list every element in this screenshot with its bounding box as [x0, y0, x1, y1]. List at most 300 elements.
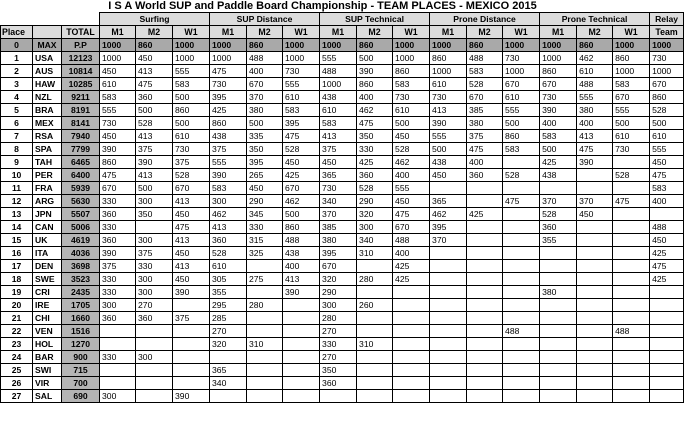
row-total: 12123: [62, 52, 100, 65]
score-cell: [430, 260, 467, 273]
score-cell: 730: [100, 117, 136, 130]
score-cell: 350: [247, 143, 283, 156]
score-cell: [357, 260, 393, 273]
score-cell: [650, 364, 684, 377]
score-cell: 390: [136, 156, 173, 169]
score-cell: 500: [503, 117, 540, 130]
row-total: 4619: [62, 234, 100, 247]
score-cell: [650, 208, 684, 221]
table-row: [1, 52, 684, 65]
score-cell: 400: [357, 91, 393, 104]
row-place: 11: [1, 182, 33, 195]
score-cell: 290: [247, 195, 283, 208]
score-cell: [100, 338, 136, 351]
score-cell: 390: [430, 117, 467, 130]
score-cell: 488: [393, 234, 430, 247]
score-cell: 360: [210, 234, 247, 247]
score-cell: 380: [540, 286, 577, 299]
score-cell: [577, 273, 613, 286]
score-cell: [577, 260, 613, 273]
score-cell: 438: [210, 130, 247, 143]
score-cell: 610: [577, 65, 613, 78]
score-cell: [467, 247, 503, 260]
score-cell: 500: [247, 117, 283, 130]
row-country: USA: [33, 52, 62, 65]
score-cell: [613, 390, 650, 403]
score-cell: [430, 286, 467, 299]
table-row: [1, 91, 684, 104]
score-cell: 350: [357, 130, 393, 143]
score-cell: [650, 286, 684, 299]
score-cell: 730: [503, 52, 540, 65]
row-total: 700: [62, 377, 100, 390]
score-cell: 330: [100, 195, 136, 208]
row-total: 5939: [62, 182, 100, 195]
score-cell: 330: [100, 351, 136, 364]
score-cell: 450: [577, 208, 613, 221]
col-sup-technical-w1: W1: [393, 26, 430, 39]
score-cell: 330: [357, 143, 393, 156]
score-cell: [467, 338, 503, 351]
score-cell: 583: [100, 91, 136, 104]
score-cell: [173, 377, 210, 390]
score-cell: [503, 247, 540, 260]
max-score: 860: [577, 39, 613, 52]
table-row: [1, 78, 684, 91]
score-cell: [540, 351, 577, 364]
row-country: VIR: [33, 377, 62, 390]
score-cell: [503, 390, 540, 403]
row-place: 5: [1, 104, 33, 117]
table-row: [1, 221, 684, 234]
col-country: [33, 26, 62, 39]
score-cell: 300: [210, 195, 247, 208]
score-cell: 285: [210, 312, 247, 325]
score-cell: 1000: [100, 52, 136, 65]
score-cell: 330: [100, 286, 136, 299]
row-place: 7: [1, 130, 33, 143]
score-cell: 583: [210, 182, 247, 195]
col-prone-technical-m1: M1: [540, 26, 577, 39]
score-cell: [247, 351, 283, 364]
score-cell: [136, 338, 173, 351]
score-cell: [540, 247, 577, 260]
score-cell: 355: [210, 286, 247, 299]
row-total: 9211: [62, 91, 100, 104]
score-cell: 413: [210, 221, 247, 234]
row-country: NZL: [33, 91, 62, 104]
row-country: PER: [33, 169, 62, 182]
row-place: 12: [1, 195, 33, 208]
score-cell: 462: [577, 52, 613, 65]
score-cell: 450: [173, 273, 210, 286]
row-country: SWI: [33, 364, 62, 377]
score-cell: 310: [247, 338, 283, 351]
score-cell: [467, 364, 503, 377]
score-cell: 400: [467, 156, 503, 169]
score-cell: 730: [430, 91, 467, 104]
row-place: 26: [1, 377, 33, 390]
score-cell: 1000: [283, 52, 320, 65]
max-score: 1000: [173, 39, 210, 52]
row-country: ITA: [33, 247, 62, 260]
row-country: FRA: [33, 182, 62, 195]
max-score: 1000: [393, 39, 430, 52]
max-score: 860: [136, 39, 173, 52]
score-cell: 438: [320, 91, 357, 104]
score-cell: [136, 221, 173, 234]
score-cell: 462: [283, 195, 320, 208]
score-cell: [577, 364, 613, 377]
max-label: MAX: [33, 39, 62, 52]
score-cell: 860: [540, 65, 577, 78]
score-cell: [247, 377, 283, 390]
score-cell: 860: [100, 156, 136, 169]
score-cell: 730: [283, 65, 320, 78]
score-cell: 528: [540, 208, 577, 221]
score-cell: [320, 390, 357, 403]
table-row: [1, 299, 684, 312]
score-cell: 360: [467, 169, 503, 182]
score-cell: 488: [247, 52, 283, 65]
row-place: 17: [1, 260, 33, 273]
row-total: 900: [62, 351, 100, 364]
score-cell: 300: [136, 351, 173, 364]
row-country: CRI: [33, 286, 62, 299]
table-row: [1, 338, 684, 351]
score-cell: [613, 364, 650, 377]
score-cell: 438: [430, 156, 467, 169]
score-cell: 610: [430, 78, 467, 91]
score-cell: 500: [357, 52, 393, 65]
score-cell: 400: [247, 65, 283, 78]
score-cell: [577, 299, 613, 312]
row-country: HOL: [33, 338, 62, 351]
score-cell: [503, 221, 540, 234]
row-total: 4036: [62, 247, 100, 260]
score-cell: 390: [100, 247, 136, 260]
score-cell: 670: [247, 78, 283, 91]
score-cell: 390: [210, 169, 247, 182]
table-row: [1, 143, 684, 156]
max-score: 1000: [100, 39, 136, 52]
row-place: 4: [1, 91, 33, 104]
score-cell: [577, 221, 613, 234]
score-cell: [283, 351, 320, 364]
row-country: SWE: [33, 273, 62, 286]
score-cell: [283, 377, 320, 390]
row-country: UK: [33, 234, 62, 247]
score-cell: [503, 156, 540, 169]
score-cell: 475: [503, 195, 540, 208]
score-cell: 413: [577, 130, 613, 143]
table-row: [1, 325, 684, 338]
table-row: [1, 65, 684, 78]
score-cell: 670: [320, 260, 357, 273]
table-row: [1, 234, 684, 247]
score-cell: 528: [357, 182, 393, 195]
score-cell: [540, 260, 577, 273]
table-row: [1, 351, 684, 364]
row-place: 15: [1, 234, 33, 247]
row-total: 1660: [62, 312, 100, 325]
max-place: 0: [1, 39, 33, 52]
score-cell: 340: [320, 195, 357, 208]
score-cell: 270: [320, 325, 357, 338]
score-cell: 400: [577, 117, 613, 130]
score-cell: 475: [100, 169, 136, 182]
score-cell: 330: [100, 221, 136, 234]
score-cell: [467, 234, 503, 247]
row-total: 3698: [62, 260, 100, 273]
group-prone-technical: Prone Technical: [540, 13, 650, 26]
score-cell: 462: [393, 156, 430, 169]
score-cell: [136, 364, 173, 377]
row-place: 1: [1, 52, 33, 65]
score-cell: [577, 377, 613, 390]
score-cell: 370: [577, 195, 613, 208]
score-cell: 583: [540, 130, 577, 143]
score-cell: 500: [430, 143, 467, 156]
score-cell: 413: [430, 104, 467, 117]
score-cell: 390: [173, 286, 210, 299]
row-total: 1270: [62, 338, 100, 351]
score-cell: [650, 390, 684, 403]
score-cell: 270: [136, 299, 173, 312]
score-cell: 528: [393, 143, 430, 156]
score-cell: 610: [503, 91, 540, 104]
table-row: [1, 130, 684, 143]
score-cell: 730: [210, 78, 247, 91]
score-cell: 400: [540, 117, 577, 130]
score-cell: [613, 312, 650, 325]
score-cell: 413: [136, 169, 173, 182]
max-score: 860: [247, 39, 283, 52]
row-place: 2: [1, 65, 33, 78]
table-row: [1, 195, 684, 208]
score-cell: [613, 208, 650, 221]
score-cell: 528: [283, 143, 320, 156]
table-row: [1, 182, 684, 195]
score-cell: 583: [613, 78, 650, 91]
score-cell: 860: [650, 91, 684, 104]
score-cell: 583: [320, 117, 357, 130]
score-cell: 488: [577, 78, 613, 91]
score-cell: [136, 325, 173, 338]
score-cell: [540, 338, 577, 351]
score-cell: [393, 338, 430, 351]
score-cell: 475: [650, 169, 684, 182]
row-country: DEN: [33, 260, 62, 273]
score-cell: 385: [320, 221, 357, 234]
score-cell: 610: [613, 130, 650, 143]
table-row: [1, 390, 684, 403]
score-cell: [100, 325, 136, 338]
score-cell: 370: [247, 91, 283, 104]
max-score: 860: [467, 39, 503, 52]
score-cell: 583: [173, 78, 210, 91]
max-score: 1000: [613, 39, 650, 52]
score-cell: 400: [393, 247, 430, 260]
score-cell: [393, 286, 430, 299]
score-cell: [393, 364, 430, 377]
row-total: 7940: [62, 130, 100, 143]
max-score: 1000: [540, 39, 577, 52]
score-cell: 488: [650, 221, 684, 234]
score-cell: 670: [503, 78, 540, 91]
score-cell: [540, 312, 577, 325]
score-cell: [613, 247, 650, 260]
row-country: CAN: [33, 221, 62, 234]
score-cell: 555: [320, 52, 357, 65]
score-cell: 370: [540, 195, 577, 208]
table-row: [1, 208, 684, 221]
score-cell: 330: [100, 273, 136, 286]
score-cell: [577, 169, 613, 182]
score-cell: [650, 312, 684, 325]
row-country: MEX: [33, 117, 62, 130]
score-cell: 730: [320, 182, 357, 195]
score-cell: [100, 364, 136, 377]
row-country: ARG: [33, 195, 62, 208]
score-cell: 375: [136, 143, 173, 156]
score-cell: [173, 338, 210, 351]
row-total: 10285: [62, 78, 100, 91]
score-cell: 290: [320, 286, 357, 299]
score-cell: [247, 364, 283, 377]
score-cell: [613, 156, 650, 169]
score-cell: [467, 325, 503, 338]
score-cell: [247, 260, 283, 273]
row-total: 690: [62, 390, 100, 403]
score-cell: 425: [210, 104, 247, 117]
col-total: TOTAL: [62, 26, 100, 39]
score-cell: [136, 377, 173, 390]
score-cell: [393, 312, 430, 325]
score-cell: [430, 299, 467, 312]
score-cell: 300: [320, 299, 357, 312]
score-cell: 413: [173, 195, 210, 208]
group-surfing: Surfing: [100, 13, 210, 26]
score-cell: 555: [393, 182, 430, 195]
score-cell: 583: [650, 182, 684, 195]
max-score: 1000: [210, 39, 247, 52]
score-cell: 345: [247, 208, 283, 221]
score-cell: 300: [136, 273, 173, 286]
score-cell: 260: [357, 299, 393, 312]
score-cell: 488: [320, 65, 357, 78]
score-cell: [577, 234, 613, 247]
score-cell: 360: [100, 208, 136, 221]
score-cell: [357, 364, 393, 377]
score-cell: 670: [173, 182, 210, 195]
score-cell: 300: [136, 234, 173, 247]
score-cell: 610: [173, 130, 210, 143]
score-cell: [613, 182, 650, 195]
score-cell: 730: [613, 143, 650, 156]
row-total: 3523: [62, 273, 100, 286]
score-cell: 413: [173, 234, 210, 247]
row-place: 3: [1, 78, 33, 91]
score-cell: 475: [577, 143, 613, 156]
score-cell: [467, 273, 503, 286]
max-score: 1000: [650, 39, 684, 52]
score-cell: 730: [650, 52, 684, 65]
table-row: [1, 247, 684, 260]
row-place: 24: [1, 351, 33, 364]
col-sup-distance-w1: W1: [283, 26, 320, 39]
score-cell: 450: [100, 130, 136, 143]
score-cell: 400: [393, 169, 430, 182]
score-cell: [357, 390, 393, 403]
score-cell: 375: [136, 247, 173, 260]
score-cell: 275: [247, 273, 283, 286]
score-cell: 500: [650, 117, 684, 130]
score-cell: 475: [650, 260, 684, 273]
score-cell: [540, 390, 577, 403]
score-cell: 300: [100, 299, 136, 312]
score-cell: [503, 364, 540, 377]
col-prone-distance-m2: M2: [467, 26, 503, 39]
score-cell: 450: [173, 208, 210, 221]
score-cell: 555: [613, 104, 650, 117]
score-cell: 1000: [503, 65, 540, 78]
score-cell: 290: [357, 195, 393, 208]
score-cell: [503, 351, 540, 364]
score-cell: [283, 390, 320, 403]
score-cell: 425: [540, 156, 577, 169]
score-cell: 270: [210, 325, 247, 338]
score-cell: 360: [100, 312, 136, 325]
score-cell: [247, 390, 283, 403]
score-cell: 380: [577, 104, 613, 117]
score-cell: 555: [100, 104, 136, 117]
row-place: 6: [1, 117, 33, 130]
score-cell: [540, 377, 577, 390]
group-sup-distance: SUP Distance: [210, 13, 320, 26]
score-cell: 395: [247, 156, 283, 169]
score-cell: 475: [357, 117, 393, 130]
col-place: Place: [1, 26, 33, 39]
col-sup-distance-m2: M2: [247, 26, 283, 39]
score-cell: 320: [357, 208, 393, 221]
score-cell: 1000: [173, 52, 210, 65]
score-cell: 340: [357, 234, 393, 247]
score-cell: [357, 351, 393, 364]
score-cell: 360: [357, 169, 393, 182]
score-cell: 395: [430, 221, 467, 234]
col-prone-technical-w1: W1: [613, 26, 650, 39]
score-cell: 730: [540, 91, 577, 104]
score-cell: [357, 325, 393, 338]
score-cell: 583: [393, 78, 430, 91]
score-cell: 670: [100, 182, 136, 195]
score-cell: 385: [467, 104, 503, 117]
score-cell: [136, 390, 173, 403]
score-cell: 350: [136, 208, 173, 221]
score-cell: 488: [613, 325, 650, 338]
score-cell: [613, 338, 650, 351]
score-cell: 462: [430, 208, 467, 221]
score-cell: 360: [100, 234, 136, 247]
score-cell: 413: [173, 260, 210, 273]
score-cell: [467, 221, 503, 234]
score-cell: [503, 338, 540, 351]
score-cell: 730: [393, 91, 430, 104]
score-cell: [430, 364, 467, 377]
score-cell: 488: [283, 234, 320, 247]
score-cell: [430, 247, 467, 260]
